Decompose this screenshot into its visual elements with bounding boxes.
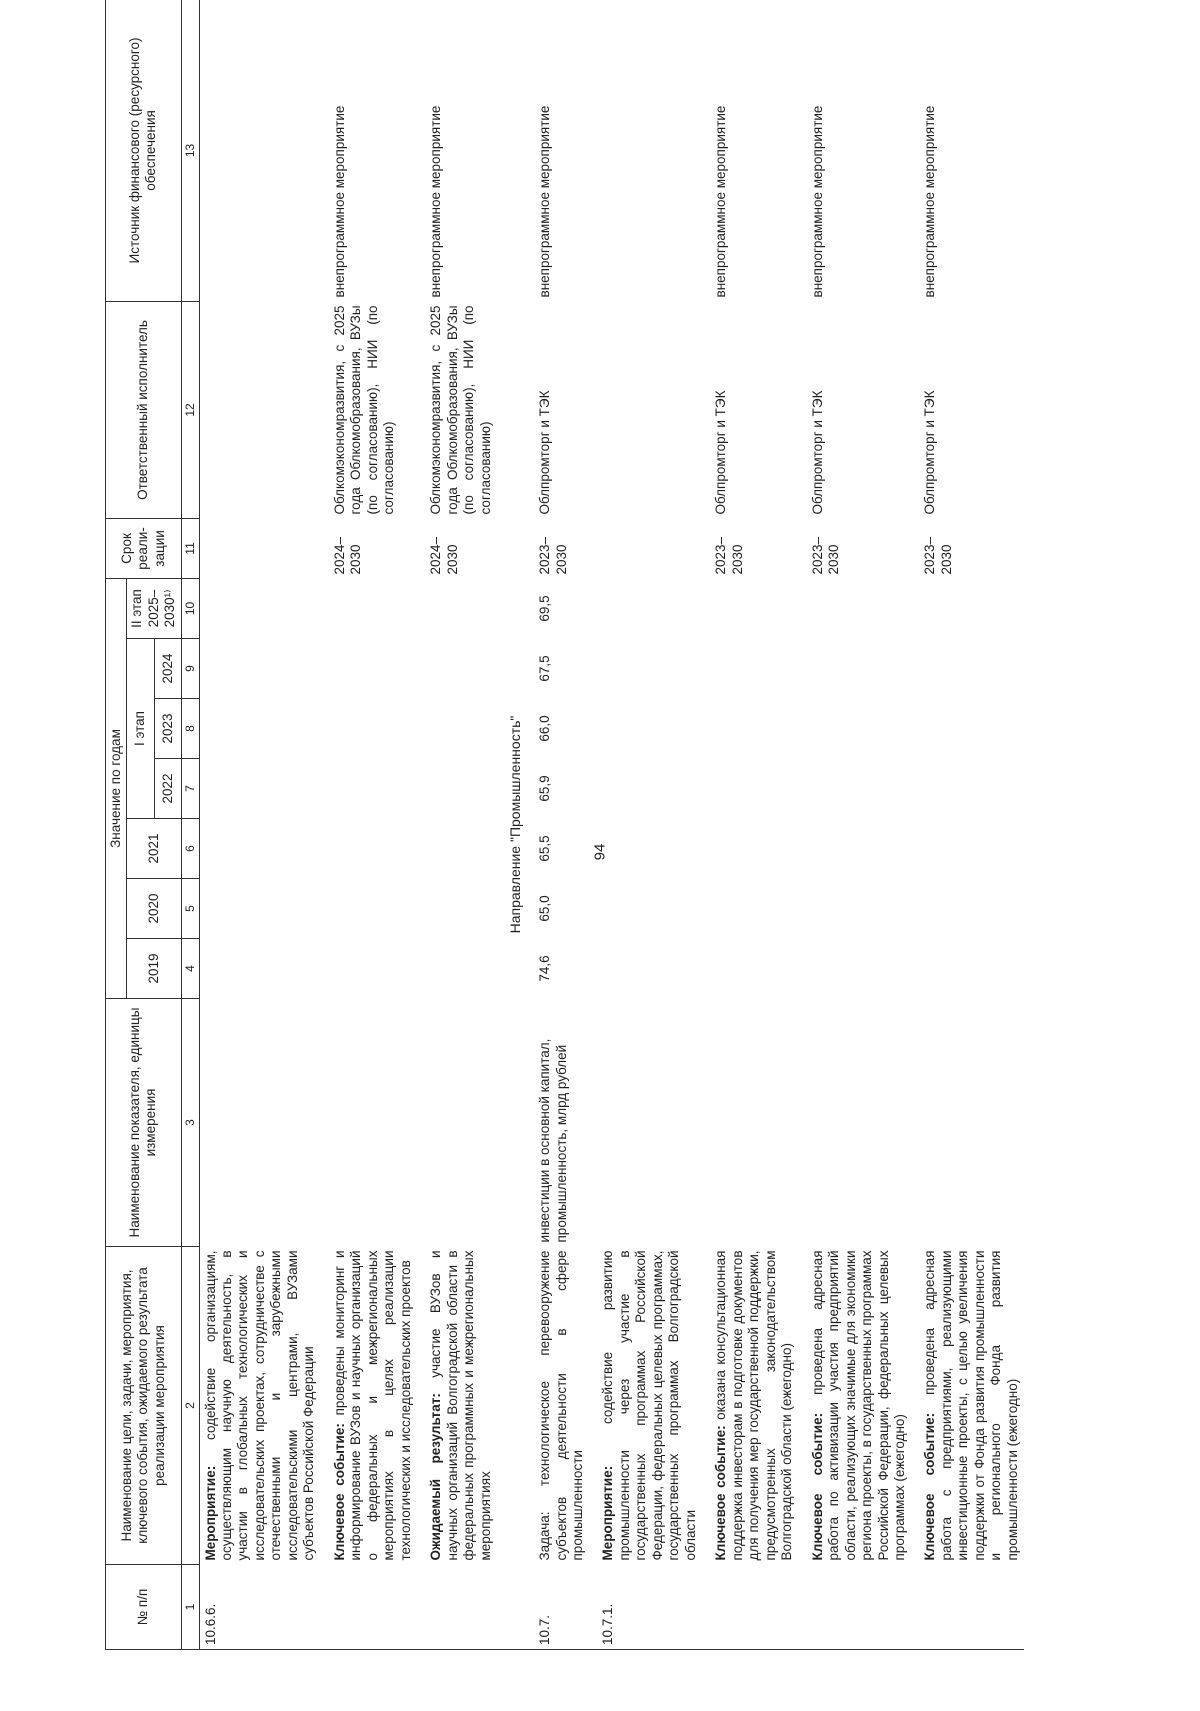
row-term: 2024–2030: [428, 536, 460, 575]
header-2022: 2022: [154, 759, 181, 819]
col-num-9: 9: [181, 639, 199, 699]
header-2021: 2021: [127, 819, 181, 879]
row-term: 2023–2030: [713, 536, 745, 575]
header-indicator: Наименование показателя, единицы измерения: [106, 999, 182, 1247]
col-num-2: 2: [181, 1247, 199, 1565]
row-description: [597, 1247, 702, 1565]
row-number: 10.6.6.: [199, 1565, 321, 1650]
row-text: проведена адресная работа по активизации участия предприятий области, реализующих значимые для экономики региона проекты, в государственных программах Российской Федерации, федеральных целевых программах (ежегодно): [809, 1250, 907, 1561]
row-text: проведены мониторинг и информирование ВУЗов и научных организаций о федеральных и межрегиональных мероприятиях в целях реализации технологических и исследовательских проектов: [331, 1250, 413, 1561]
row-description: [919, 1247, 1024, 1565]
row-description: Задача: технологическое перевооружение субъектов деятельности в сфере промышленности: [537, 1250, 586, 1561]
col-num-5: 5: [181, 879, 199, 939]
table-header: [106, 0, 200, 1650]
row-source: внепрограммное мероприятие: [919, 0, 1024, 301]
row-label: Ключевое событие:: [922, 1412, 938, 1561]
value-2025-2030: 69,5: [537, 595, 553, 622]
page-number: 94: [591, 843, 609, 861]
row-label: Ключевое событие:: [331, 1423, 347, 1561]
row-term: 2023–2030: [537, 536, 569, 575]
table-row: [534, 0, 589, 1650]
row-executor: Облкомэкономразвития, с 2025 года Облкомобразования, ВУЗы (по согласованию), НИИ (по согласованию): [428, 305, 493, 515]
row-source: внепрограммное мероприятие: [807, 0, 912, 301]
row-description: [710, 1247, 798, 1565]
header-executor: Ответственный исполнитель: [106, 301, 182, 518]
row-text: проведена адресная работа с предприятиями, реализующими инвестиционные проекты, с целью увеличения поддержки от Фонда развития промышленности и регионального Фонда развития промышленности (ежегодно): [922, 1250, 1020, 1561]
row-source: внепрограммное мероприятие: [534, 0, 589, 301]
value-2022: 65,9: [537, 775, 553, 802]
row-text: содействие развитию промышленности через участие в государственных программах Российской Федерации, федеральных целевых программах, государственных программах Волгоградской области: [600, 1250, 698, 1561]
row-label: Ожидаемый результат:: [428, 1393, 444, 1561]
section-row: [497, 0, 534, 1650]
col-num-6: 6: [181, 819, 199, 879]
col-num-13: 13: [181, 0, 199, 301]
row-term: 2023–2030: [809, 536, 842, 575]
row-executor: Облпромторг и ТЭК: [537, 390, 553, 515]
row-text: содействие организациям, осуществляющим научную деятельность, в участии в глобальных технологических и исследовательских проектах, сотрудничестве с отечественными и зарубежными исследовательскими центрами, ВУЗами субъектов Российской Федерации: [202, 1250, 317, 1561]
row-source: внепрограммное мероприятие: [329, 0, 417, 301]
table-row: [807, 0, 912, 1650]
row-source: внепрограммное мероприятие: [710, 0, 798, 301]
rotated-page: [105, 0, 1185, 1650]
value-2024: 67,5: [537, 655, 553, 682]
header-stage-1: I этап: [127, 639, 154, 819]
row-executor: Облпромторг и ТЭК: [809, 390, 825, 515]
program-table: [105, 0, 1024, 1650]
header-values-by-year: Значение по годам: [106, 578, 127, 998]
table-row: [329, 0, 417, 1650]
header-2023: 2023: [154, 699, 181, 759]
table-row: [425, 0, 497, 1650]
header-num: № п/п: [106, 1565, 182, 1650]
table-row: [597, 0, 702, 1650]
row-text: оказана консультационная поддержка инвесторам в подготовке документов для получения мер государственной поддержки, предусмотренных законодательством Волгоградской области (ежегодно): [713, 1250, 795, 1561]
table-row: [710, 0, 798, 1650]
row-term: 2024–2030: [331, 536, 364, 575]
row-indicator: инвестиции в основной капитал, промышленность, млрд рублей: [537, 1038, 569, 1243]
row-executor: Облпромторг и ТЭК: [922, 390, 938, 515]
col-num-7: 7: [181, 759, 199, 819]
value-2021: 65,5: [537, 835, 553, 862]
col-num-12: 12: [181, 301, 199, 518]
row-term: 2023–2030: [922, 536, 954, 575]
row-description: [807, 1247, 912, 1565]
header-stage-2: II этап 2025–2030¹⁾: [127, 578, 181, 638]
col-num-3: 3: [181, 999, 199, 1247]
header-2020: 2020: [127, 879, 181, 939]
row-number: 10.7.1.: [597, 1565, 702, 1650]
row-label: Ключевое событие:: [809, 1412, 825, 1561]
header-2019: 2019: [127, 939, 181, 999]
row-label: Мероприятие:: [202, 1465, 218, 1561]
col-num-8: 8: [181, 699, 199, 759]
section-title: Направление "Промышленность": [497, 0, 534, 1650]
table-row: [199, 0, 321, 1650]
row-description: [329, 1247, 417, 1565]
header-name: Наименование цели, задачи, мероприятия, ключевого события, ожидаемого результата реализации мероприятия: [106, 1247, 182, 1565]
header-2024: 2024: [154, 639, 181, 699]
column-numbers-row: [181, 0, 199, 1650]
value-2023: 66,0: [537, 715, 553, 742]
row-source: внепрограммное мероприятие: [425, 0, 497, 301]
value-2020: 65,0: [537, 895, 553, 922]
row-executor: Облпромторг и ТЭК: [713, 390, 729, 515]
col-num-11: 11: [181, 518, 199, 578]
header-term: Срок реали-зации: [106, 518, 182, 578]
row-executor: Облкомэкономразвития, с 2025 года Облкомобразования, ВУЗы (по согласованию), НИИ (по согласованию): [331, 305, 397, 515]
row-label: Ключевое событие:: [713, 1425, 729, 1561]
col-num-1: 1: [181, 1565, 199, 1650]
row-description: [425, 1247, 497, 1565]
value-2019: 74,6: [537, 955, 553, 982]
row-description: [199, 1247, 321, 1565]
row-label: Мероприятие:: [600, 1465, 616, 1561]
row-text: участие ВУЗов и научных организаций Волгоградской области в федеральных программных и межрегиональных мероприятиях: [428, 1250, 493, 1561]
col-num-4: 4: [181, 939, 199, 999]
table-row: [919, 0, 1024, 1650]
col-num-10: 10: [181, 578, 199, 638]
row-number: 10.7.: [534, 1565, 589, 1650]
header-source: Источник финансового (ресурсного) обеспечения: [106, 0, 182, 301]
